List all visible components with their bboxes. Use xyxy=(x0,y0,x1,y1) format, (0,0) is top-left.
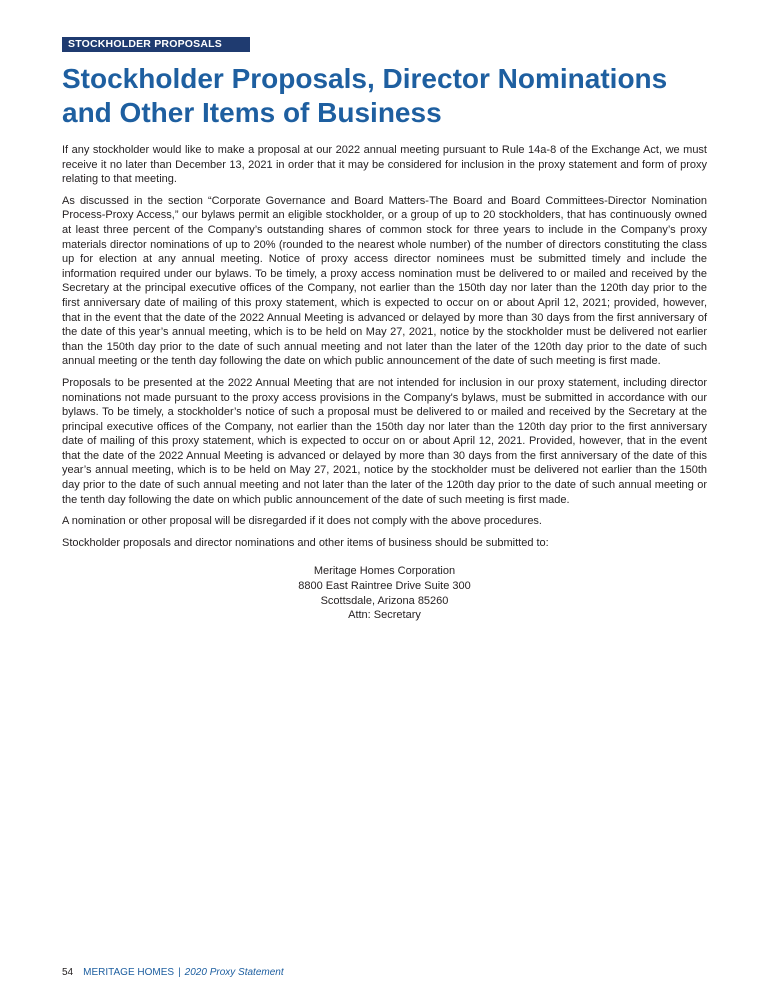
address-street: 8800 East Raintree Drive Suite 300 xyxy=(298,580,471,593)
section-header-tab: STOCKHOLDER PROPOSALS xyxy=(62,37,250,52)
address-attn: Attn: Secretary xyxy=(348,609,421,622)
paragraph-disregard-notice: A nomination or other proposal will be disregarded if it does not comply with the above procedures. xyxy=(62,515,542,528)
footer-document-title: 2020 Proxy Statement xyxy=(184,967,284,978)
paragraph-proxy-access: As discussed in the section “Corporate Governance and Board Matters-The Board and Board Committees-Director Nomination Process-Proxy Access,” our bylaws permit an eligible stockholder, or a group of up to 20 stockholders, that has continuously owned at least three percent of the Company’s outstanding shares of common stock for three years to include in the Company’s proxy materials director nominations of up to 20% (rounded to the nearest whole number) of the number of directors constituting the class up for election at any annual meeting. Notice of proxy access director nominees must be submitted timely and include the information required under our bylaws. To be timely, a proxy access nomination must be delivered to or mailed and received by the Secretary at the principal executive offices of the Company, not earlier than the 150th day nor later than the 120th day prior to the first anniversary date of mailing of this proxy statement, which is expected to occur on or about April 12, 2021; provided, however, that in the event that the date of the 2022 Annual Meeting is advanced or delayed by more than 30 days from the first anniversary of the date of this year’s annual meeting, which is to be held on May 27, 2021, notice by the stockholder must be delivered not earlier than the 150th day prior to the date of such annual meeting and not later than the later of the 120th day prior to the date of such annual meeting or the tenth day following the date on which public announcement of the date of such meeting is first made. xyxy=(62,194,707,368)
page-number: 54 xyxy=(62,967,74,978)
footer-separator: | xyxy=(178,967,181,978)
mailing-address xyxy=(62,564,707,622)
address-company: Meritage Homes Corporation xyxy=(313,565,456,578)
address-city: Scottsdale, Arizona 85260 xyxy=(320,594,449,607)
paragraph-rule-14a8: If any stockholder would like to make a proposal at our 2022 annual meeting pursuant to Rule 14a-8 of the Exchange Act, we must receive it no later than December 13, 2021 in order that it may be considered for inclusion in the proxy statement and form of proxy relating to that meeting. xyxy=(62,144,707,186)
body-content xyxy=(62,143,707,623)
paragraph-submission-instructions: Stockholder proposals and director nominations and other items of business should be submitted to: xyxy=(62,536,549,549)
page-footer xyxy=(62,967,284,979)
footer-company: MERITAGE HOMES xyxy=(83,967,175,978)
paragraph-bylaw-proposals: Proposals to be presented at the 2022 Annual Meeting that are not intended for inclusion in our proxy statement, including director nominations not made pursuant to the proxy access provisions in the Company's bylaws, must be submitted in accordance with our bylaws. To be timely, a stockholder’s notice of such a proposal must be delivered to or mailed and received by the Secretary at the principal executive offices of the Company, not earlier than the 150th day nor later than the 120th day prior to the first anniversary date of mailing of this proxy statement, which is expected to occur on or about April 12, 2021. Provided, however, that in the event that the date of the 2022 Annual Meeting is advanced or delayed by more than 30 days from the first anniversary of the date of this year’s annual meeting, which is to be held on May 27, 2021, notice by the stockholder must be delivered not earlier than the 150th day prior to the date of such annual meeting and not later than the later of the 120th day prior to the date of such annual meeting or the tenth day following the date on which public announcement of the date of such meeting is first made. xyxy=(62,376,707,506)
page-title: Stockholder Proposals, Director Nominations and Other Items of Business xyxy=(62,63,668,128)
